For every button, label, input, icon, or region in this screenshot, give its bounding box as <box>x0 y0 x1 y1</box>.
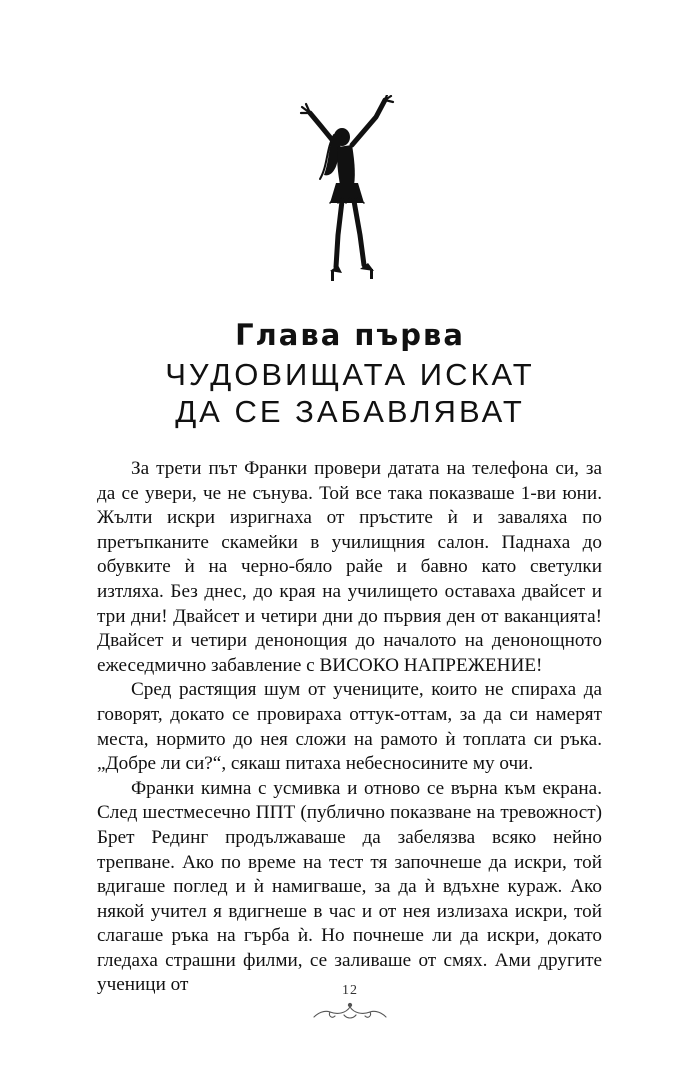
flourish-ornament-icon <box>310 1001 390 1023</box>
dancing-girl-silhouette-icon <box>290 95 410 290</box>
chapter-label: Глава първа <box>235 318 465 352</box>
chapter-title-line-1: ЧУДОВИЩАТА ИСКАТ <box>165 357 535 392</box>
paragraph: За трети път Франки провери датата на телефона си, за да се увери, че не сънува. Той все така показваше 1-ви юни. Жълти искри изригнаха от пръстите ѝ и заваляха по претъпканите скамейки в училищния салон. Паднаха до обувките ѝ на черно-бяло райе и бавно като светулки изтляха. Без днес, до края на училището оставаха двайсет и три дни! Двайсет и четири дни до първия ден от ваканцията! Двайсет и четири денонощия до началото на денонощното ежеседмично забавление с ВИСОКО НАПРЕЖЕНИЕ! <box>97 458 602 676</box>
paragraph: Франки кимна с усмивка и отново се върна към екрана. След шестмесечно ППТ (публично показване на тревожност) Брет Рединг продължаваше да забелязва всяко нейно трепване. Ако по време на тест тя започнеше да искри, той вдигаше поглед и ѝ намигваше, за да ѝ вдъхне кураж. Ако някой учител я вдигнеше в час и от нея излизаха искри, той слагаше ръка на гърба ѝ. Но почнеше ли да искри, докато гледаха страшни филми, се заливаше от смях. Ами другите ученици от <box>97 777 602 996</box>
paragraph: Сред растящия шум от учениците, които не спираха да говорят, докато се провираха оттук-оттам, за да си намерят места, нормито до нея сложи на рамото ѝ топлата си ръка. „Добре ли си?“, сякаш питаха небесносините му очи. <box>97 679 602 775</box>
chapter-title <box>0 356 700 430</box>
body-text <box>97 457 602 998</box>
chapter-title-line-2: ДА СЕ ЗАБАВЛЯВАТ <box>175 394 525 429</box>
page-number: 12 <box>342 983 358 998</box>
